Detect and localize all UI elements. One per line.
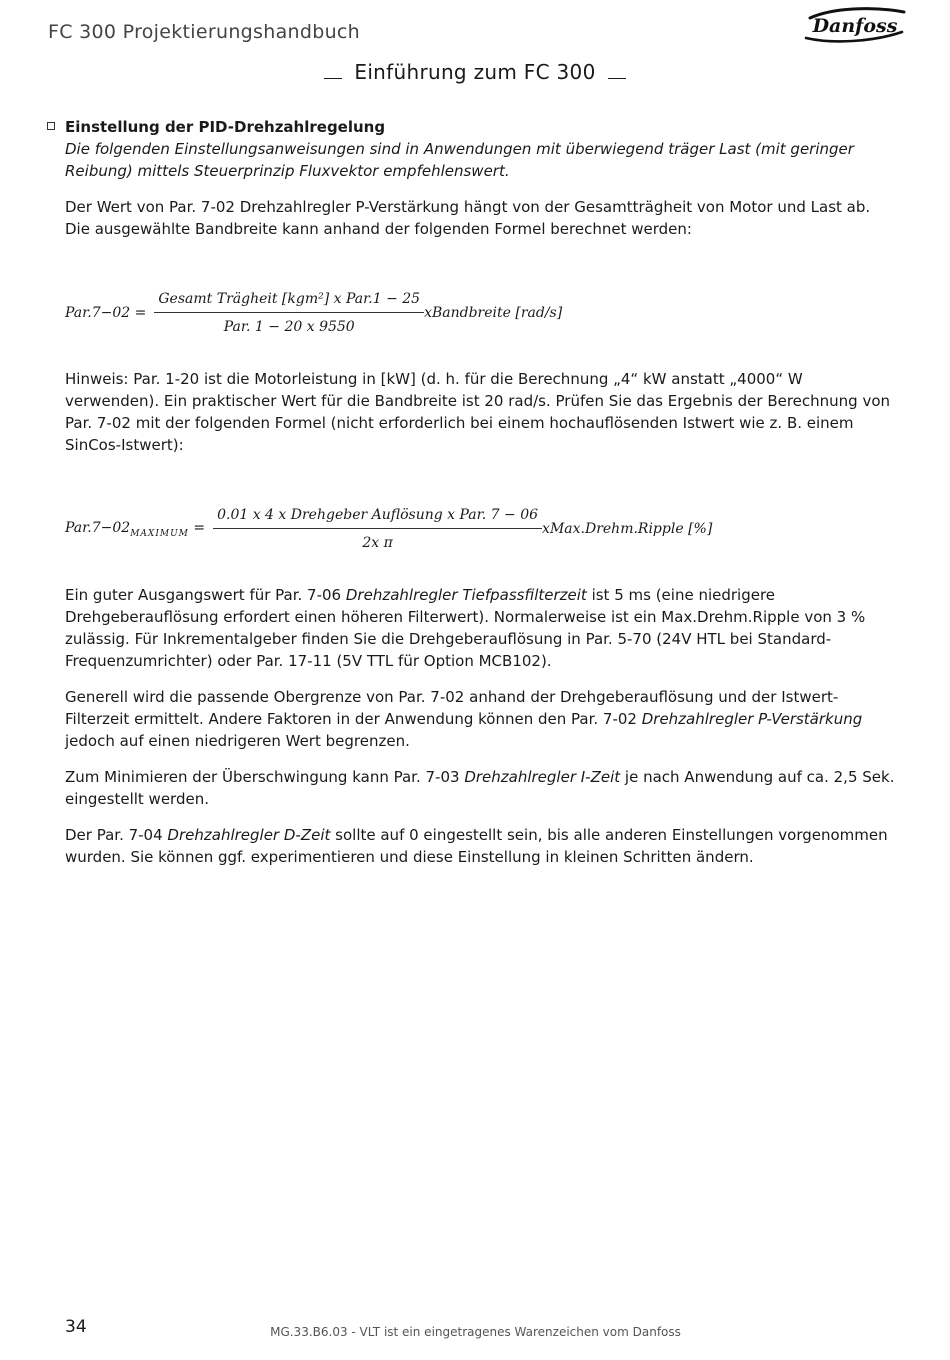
formula1-rhs: xBandbreite [rad/s] — [424, 305, 563, 321]
heading-dash-left — [324, 78, 342, 79]
paragraph-6-param: Drehzahlregler D-Zeit — [167, 826, 331, 844]
checkbox-bullet-icon — [47, 122, 55, 130]
paragraph-4 — [65, 686, 895, 752]
paragraph-1: Der Wert von Par. 7-02 Drehzahlregler P-Verstärkung hängt von der Gesamtträgheit von Motor und Last ab. Die ausgewählte Bandbreite kann anhand der folgenden Formel berechnet werden: — [65, 198, 871, 238]
paragraph-5-a: Zum Minimieren der Überschwingung kann Par. 7-03 — [65, 768, 465, 786]
paragraph-6 — [65, 824, 895, 868]
svg-text:Danfoss: Danfoss — [812, 15, 898, 37]
page-number: 34 — [65, 1317, 87, 1337]
section-heading-text: Einführung zum FC 300 — [354, 60, 596, 84]
paragraph-4-b: jedoch auf einen niedrigeren Wert begrenzen. — [65, 732, 410, 750]
formula2-numerator: 0.01 x 4 x Drehgeber Auflösung x Par. 7 − 06 — [217, 507, 539, 523]
formula1-numerator: Gesamt Trägheit [kgm²] x Par.1 − 25 — [158, 291, 421, 307]
paragraph-5-b: je nach Anwendung auf ca. 2,5 Sek. eingestellt werden. — [65, 768, 895, 808]
heading-dash-right — [608, 78, 626, 79]
sub-heading — [65, 116, 895, 138]
page-content — [65, 116, 895, 868]
formula-maximum — [65, 504, 895, 554]
section-heading — [0, 60, 950, 84]
intro-text: Die folgenden Einstellungsanweisungen sind in Anwendungen mit überwiegend träger Last (mit geringer Reibung) mittels Steuerprinzip Fluxvektor empfehlenswert. — [65, 140, 854, 180]
sub-heading-text: Einstellung der PID-Drehzahlregelung — [65, 118, 386, 136]
paragraph-3-param: Drehzahlregler Tiefpassfilterzeit — [345, 586, 587, 604]
footer-text: MG.33.B6.03 - VLT ist ein eingetragenes Warenzeichen vom Danfoss — [270, 1325, 681, 1339]
intro-paragraph — [65, 138, 895, 182]
paragraph-5-param: Drehzahlregler I-Zeit — [464, 768, 621, 786]
formula2-lhs-subscript: MAXIMUM — [130, 529, 189, 539]
paragraph-4-param: Drehzahlregler P-Verstärkung — [641, 710, 863, 728]
formula1-lhs: Par.7−02 = — [65, 305, 147, 321]
paragraph-4-a: Generell wird die passende Obergrenze von Par. 7-02 anhand der Drehgeberauflösung und der Istwert-Filterzeit ermittelt. Andere Faktoren in der Anwendung können den Par. 7-02 — [65, 688, 839, 728]
formula1-fraction — [154, 288, 424, 338]
danfoss-logo — [802, 4, 908, 44]
formula2-lhs — [65, 517, 205, 541]
paragraph-3-a: Ein guter Ausgangswert für Par. 7-06 — [65, 586, 346, 604]
formula2-lhs-equals: = — [193, 520, 206, 536]
formula2-rhs: xMax.Drehm.Ripple [%] — [542, 521, 713, 537]
formula2-denominator: 2x π — [362, 535, 393, 551]
running-title: FC 300 Projektierungshandbuch — [48, 21, 361, 43]
paragraph-6-b: sollte auf 0 eingestellt sein, bis alle anderen Einstellungen vorgenommen wurden. Sie können ggf. experimentieren und diese Einstellung in kleinen Schritten ändern. — [65, 826, 888, 866]
formula1-denominator: Par. 1 − 20 x 9550 — [223, 319, 355, 335]
paragraph-6-a: Der Par. 7-04 — [65, 826, 168, 844]
paragraph-5 — [65, 766, 895, 810]
formula2-lhs-main: Par.7−02 — [65, 520, 131, 536]
formula-bandwidth — [65, 288, 895, 338]
paragraph-2: Hinweis: Par. 1-20 ist die Motorleistung in [kW] (d. h. für die Berechnung „4“ kW anstatt „4000“ W verwenden). Ein praktischer Wert für die Bandbreite ist 20 rad/s. Prüfen Sie das Ergebnis der Berechnung von Par. 7-02 mit der folgenden Formel (nicht erforderlich bei einem hochauflösenden Istwert wie z. B. einem SinCos-Istwert): — [65, 370, 891, 454]
paragraph-3 — [65, 584, 895, 672]
paragraph-3-b: ist 5 ms (eine niedrigere Drehgeberauflösung erfordert einen höheren Filterwert). Normalerweise ist ein Max.Drehm.Ripple von 3 % zulässig. Für Inkrementalgeber finden Sie die Drehgeberauflösung in Par. 5-70 (24V HTL bei Standard-Frequenzumrichter) oder Par. 17-11 (5V TTL für Option MCB102). — [65, 586, 866, 670]
formula2-fraction — [213, 504, 542, 554]
